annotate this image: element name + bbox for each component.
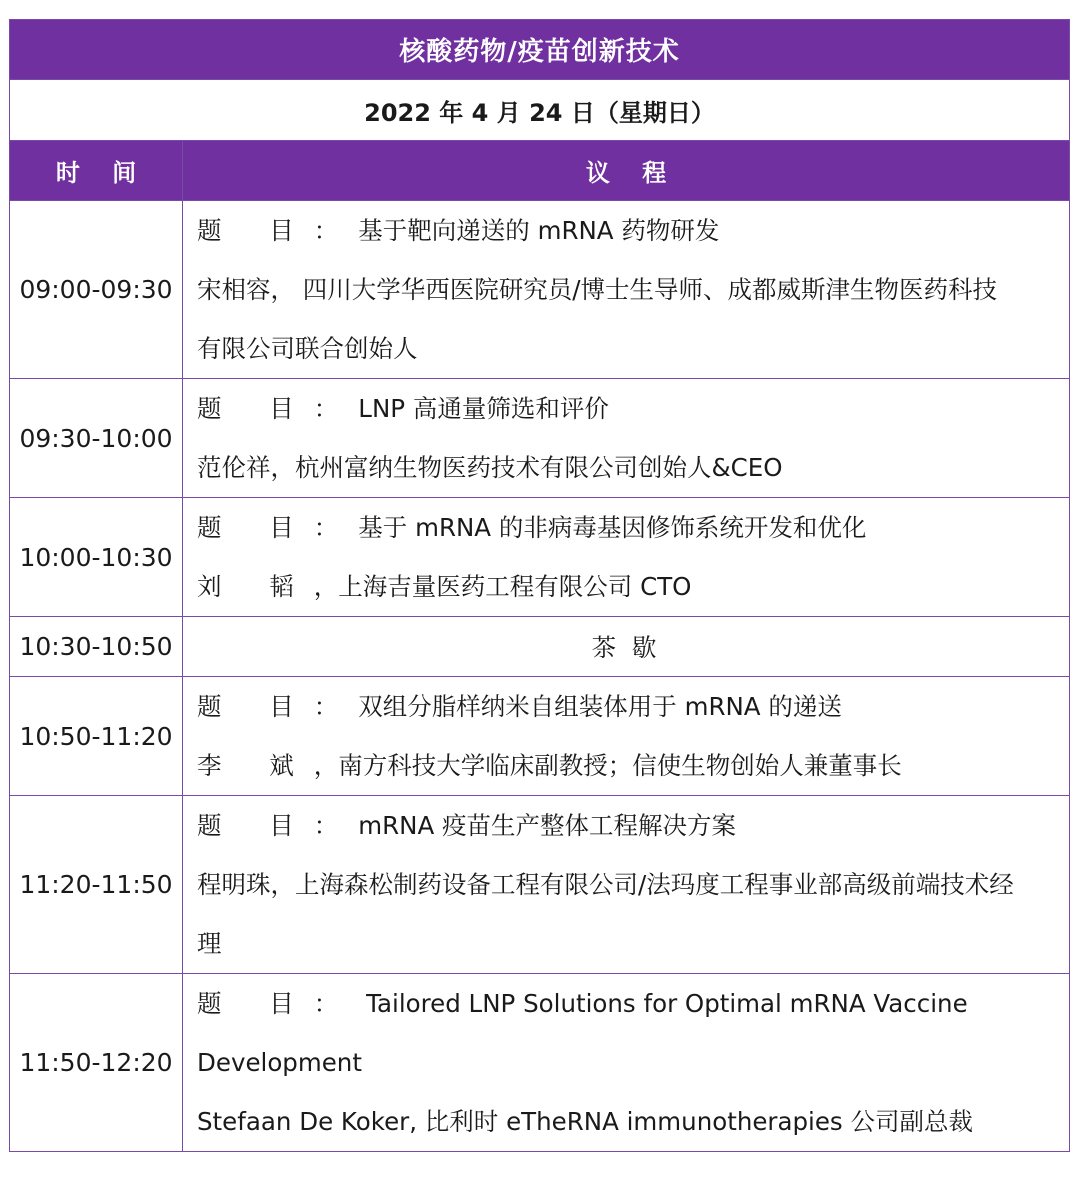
session-date: 2022 年 4 月 24 日（星期日） [10, 80, 1070, 141]
session-content [183, 201, 1070, 379]
topic-line [197, 498, 1059, 557]
speaker-line: Stefaan De Koker, 比利时 eTheRNA immunotherapies 公司副总裁 [197, 1107, 973, 1136]
agenda-table [9, 19, 1070, 1152]
topic-label: 题 目： [197, 989, 359, 1018]
speaker-affiliation: ，上海吉量医药工程有限公司 CTO [313, 572, 692, 601]
session-time: 11:50-12:20 [10, 974, 183, 1152]
session-content [183, 796, 1070, 974]
title-row [10, 20, 1070, 80]
speaker-line: 范伦祥，杭州富纳生物医药技术有限公司创始人&CEO [197, 453, 783, 482]
header-row [10, 141, 1070, 201]
session-content [183, 677, 1070, 796]
table-row [10, 677, 1070, 796]
topic-line [197, 379, 1059, 438]
table-row [10, 379, 1070, 498]
topic-label: 题 目： [197, 692, 359, 721]
speaker-line-continued: 有限公司联合创始人 [197, 334, 418, 363]
topic-text: 基于 mRNA 的非病毒基因修饰系统开发和优化 [358, 513, 867, 542]
topic-label: 题 目： [197, 216, 359, 245]
session-title: 核酸药物/疫苗创新技术 [10, 20, 1070, 80]
topic-text: mRNA 疫苗生产整体工程解决方案 [358, 811, 737, 840]
speaker-line-continued: 理 [197, 929, 222, 958]
speaker-line: 宋相容， 四川大学华西医院研究员/博士生导师、成都威斯津生物医药科技 [197, 275, 998, 304]
speaker-name: 李 斌 [197, 751, 314, 780]
tea-break: 茶 歇 [183, 617, 1070, 677]
speaker-affiliation: ，南方科技大学临床副教授；信使生物创始人兼董事长 [313, 751, 902, 780]
agenda-column-header: 议 程 [183, 141, 1070, 201]
table-row [10, 498, 1070, 617]
speaker-line [197, 557, 1059, 616]
table-row [10, 201, 1070, 379]
session-time: 09:30-10:00 [10, 379, 183, 498]
time-column-header: 时 间 [10, 141, 183, 201]
session-content [183, 379, 1070, 498]
topic-label: 题 目： [197, 513, 359, 542]
speaker-name: 刘 韬 [197, 572, 314, 601]
topic-text: 基于靶向递送的 mRNA 药物研发 [358, 216, 720, 245]
table-row [10, 617, 1070, 677]
topic-text: LNP 高通量筛选和评价 [358, 394, 609, 423]
speaker-line: 程明珠，上海森松制药设备工程有限公司/法玛度工程事业部高级前端技术经 [197, 870, 1014, 899]
topic-label: 题 目： [197, 811, 359, 840]
session-time: 10:30-10:50 [10, 617, 183, 677]
agenda-container [9, 19, 1070, 1152]
session-time: 10:50-11:20 [10, 677, 183, 796]
topic-line [197, 974, 1059, 1033]
session-time: 11:20-11:50 [10, 796, 183, 974]
session-content [183, 974, 1070, 1152]
topic-line [197, 677, 1059, 736]
session-content [183, 498, 1070, 617]
table-row [10, 796, 1070, 974]
date-row [10, 80, 1070, 141]
topic-line-continued: Development [197, 1048, 362, 1077]
topic-label: 题 目： [197, 394, 359, 423]
topic-line [197, 201, 1059, 260]
speaker-line [197, 736, 1059, 795]
topic-text: 双组分脂样纳米自组装体用于 mRNA 的递送 [358, 692, 842, 721]
session-time: 09:00-09:30 [10, 201, 183, 379]
topic-line [197, 796, 1059, 855]
topic-text: Tailored LNP Solutions for Optimal mRNA Vaccine [358, 989, 968, 1018]
session-time: 10:00-10:30 [10, 498, 183, 617]
table-row [10, 974, 1070, 1152]
